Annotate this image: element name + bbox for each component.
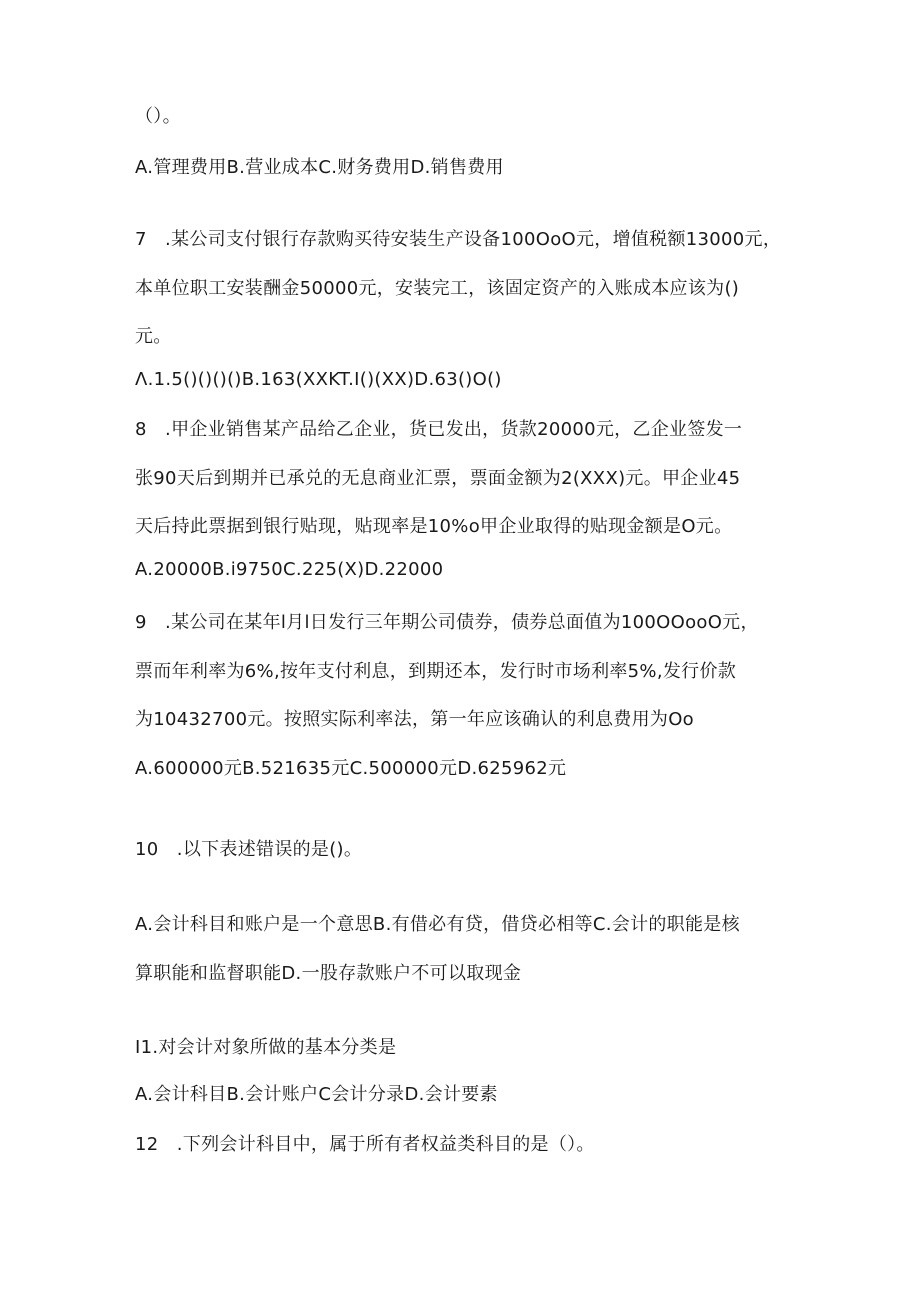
question-7-options: Λ.1.5()()()()B.163(XXKT.I()(XX)D.63()O() [135,369,502,390]
question-11-options: A.会计科目B.会计账户C会计分录D.会计要素 [135,1084,498,1105]
question-9-options: A.600000元B.521635元C.500000元D.625962元 [135,758,567,779]
question-11-stem: I1.对会计对象所做的基本分类是 [135,1037,397,1058]
question-9-stem-line-2: 票而年利率为6%,按年支付利息，到期还本，发行时市场利率5%,发行价款 [135,661,737,682]
question-10-options-line-1: A.会计科目和账户是一个意思B.有借必有贷，借贷必相等C.会计的职能是核 [135,914,740,935]
question-6-stem-end: （）。 [135,106,181,127]
question-7-stem-line-1: 7 .某公司支付银行存款购买待安装生产设备100OoO元，增值税额13000元， [135,229,782,250]
question-9-stem-line-3: 为10432700元。按照实际利率法，第一年应该确认的利息费用为Oo [135,709,694,730]
question-8-stem-line-2: 张90天后到期并已承兑的无息商业汇票，票面金额为2(XXX)元。甲企业45 [135,468,741,489]
question-7-stem-line-2: 本单位职工安装酬金50000元，安装完工，该固定资产的入账成本应该为() [135,278,740,299]
question-8-stem-line-1: 8 .甲企业销售某产品给乙企业，货已发出，货款20000元，乙企业签发一 [135,419,743,440]
question-12-stem: 12 .下列会计科目中，属于所有者权益类科目的是（）。 [135,1134,595,1155]
question-10-stem: 10 .以下表述错误的是()。 [135,839,363,860]
question-9-stem-line-1: 9 .某公司在某年l月l日发行三年期公司债券，债券总面值为100OOooO元， [135,612,759,633]
question-8-stem-line-3: 天后持此票据到银行贴现，贴现率是10%o甲企业取得的贴现金额是O元。 [135,516,733,537]
question-6-options: A.管理费用B.营业成本C.财务费用D.销售费用 [135,157,504,178]
question-8-options: A.20000B.i9750C.225(X)D.22000 [135,559,444,580]
question-7-stem-line-3: 元。 [135,326,172,347]
question-10-options-line-2: 算职能和监督职能D.一股存款账户不可以取现金 [135,963,522,984]
